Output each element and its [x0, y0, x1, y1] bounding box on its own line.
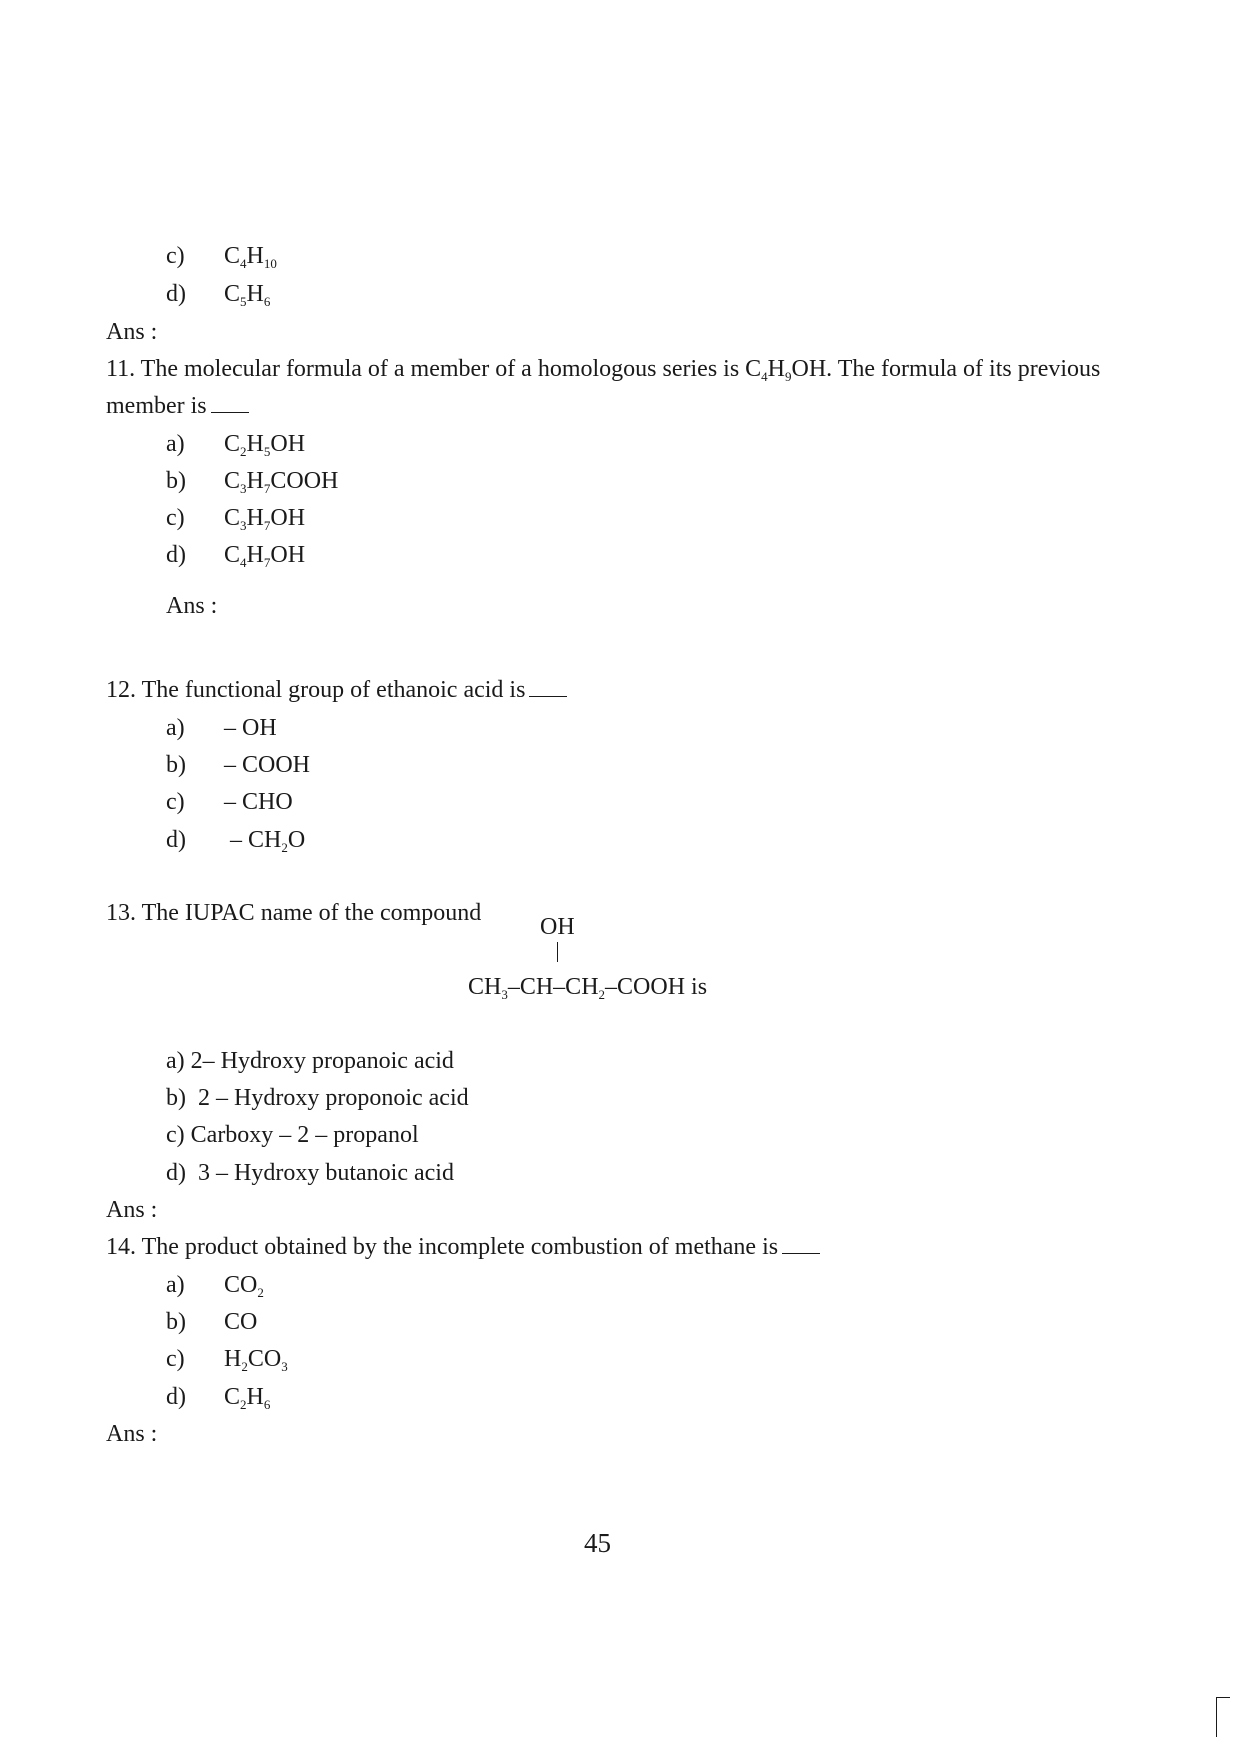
q14-option-c[interactable]: c) $H_2CO_3$ [166, 1346, 288, 1374]
question-11-text-line2: member is [106, 394, 249, 418]
q13-option-b[interactable]: b) 2 – Hydroxy proponoic acid [166, 1085, 469, 1111]
answer-line: Ans : [166, 593, 218, 619]
answer-line: Ans : [106, 1421, 158, 1447]
option-label: c) [166, 243, 185, 269]
q12-option-c[interactable]: c) – CHO [166, 789, 293, 815]
option-d-prev [166, 281, 271, 309]
answer-line: Ans : [106, 319, 158, 345]
oh-group: OH [540, 914, 575, 940]
q14-option-a[interactable]: a) $CO_2$ [166, 1272, 264, 1300]
answer-line: Ans : [106, 1197, 158, 1223]
option-c-prev [166, 243, 277, 271]
bond-line [557, 942, 558, 962]
crop-mark [1216, 1697, 1230, 1698]
question-14-text: 14. The product obtained by the incomplete combustion of methane is [106, 1235, 820, 1259]
q14-option-b[interactable]: b) CO [166, 1309, 258, 1335]
formula: $C_5H_6$ [224, 281, 271, 309]
question-11-text: 11. The molecular formula of a member of a homologous series is $C_4H_9OH$. The formula of its previous [106, 356, 1101, 384]
q13-option-c[interactable]: c) Carboxy – 2 – propanol [166, 1122, 419, 1148]
structural-formula: $CH_3-CH-CH_2$–COOH is [468, 974, 708, 1002]
q12-option-b[interactable]: b) – COOH [166, 752, 311, 778]
page-number: 45 [584, 1528, 611, 1558]
crop-mark [1216, 1697, 1217, 1737]
q11-option-a[interactable]: a) $C_2H_5OH$ [166, 431, 306, 459]
q13-option-d[interactable]: d) 3 – Hydroxy butanoic acid [166, 1160, 454, 1186]
answer-blank [782, 1235, 820, 1254]
q13-option-a[interactable]: a) 2– Hydroxy propanoic acid [166, 1048, 454, 1074]
formula: $C_4H_{10}$ [224, 243, 277, 271]
q11-option-c[interactable]: c) $C_3H_7OH$ [166, 505, 306, 533]
q11-option-b[interactable]: b) $C_3H_7COOH$ [166, 468, 339, 496]
option-label: d) [166, 281, 186, 307]
q14-option-d[interactable]: d) $C_2H_6$ [166, 1384, 271, 1412]
q12-option-d[interactable]: $d) - CH_2O$ [166, 827, 306, 855]
answer-blank [529, 678, 567, 697]
question-12-text: 12. The functional group of ethanoic acid is [106, 678, 567, 702]
q12-option-a[interactable]: a) – OH [166, 715, 277, 741]
question-13-text: 13. The IUPAC name of the compound [106, 900, 482, 926]
q11-option-d[interactable]: d) $C_4H_7OH$ [166, 542, 306, 570]
answer-blank [211, 394, 249, 413]
